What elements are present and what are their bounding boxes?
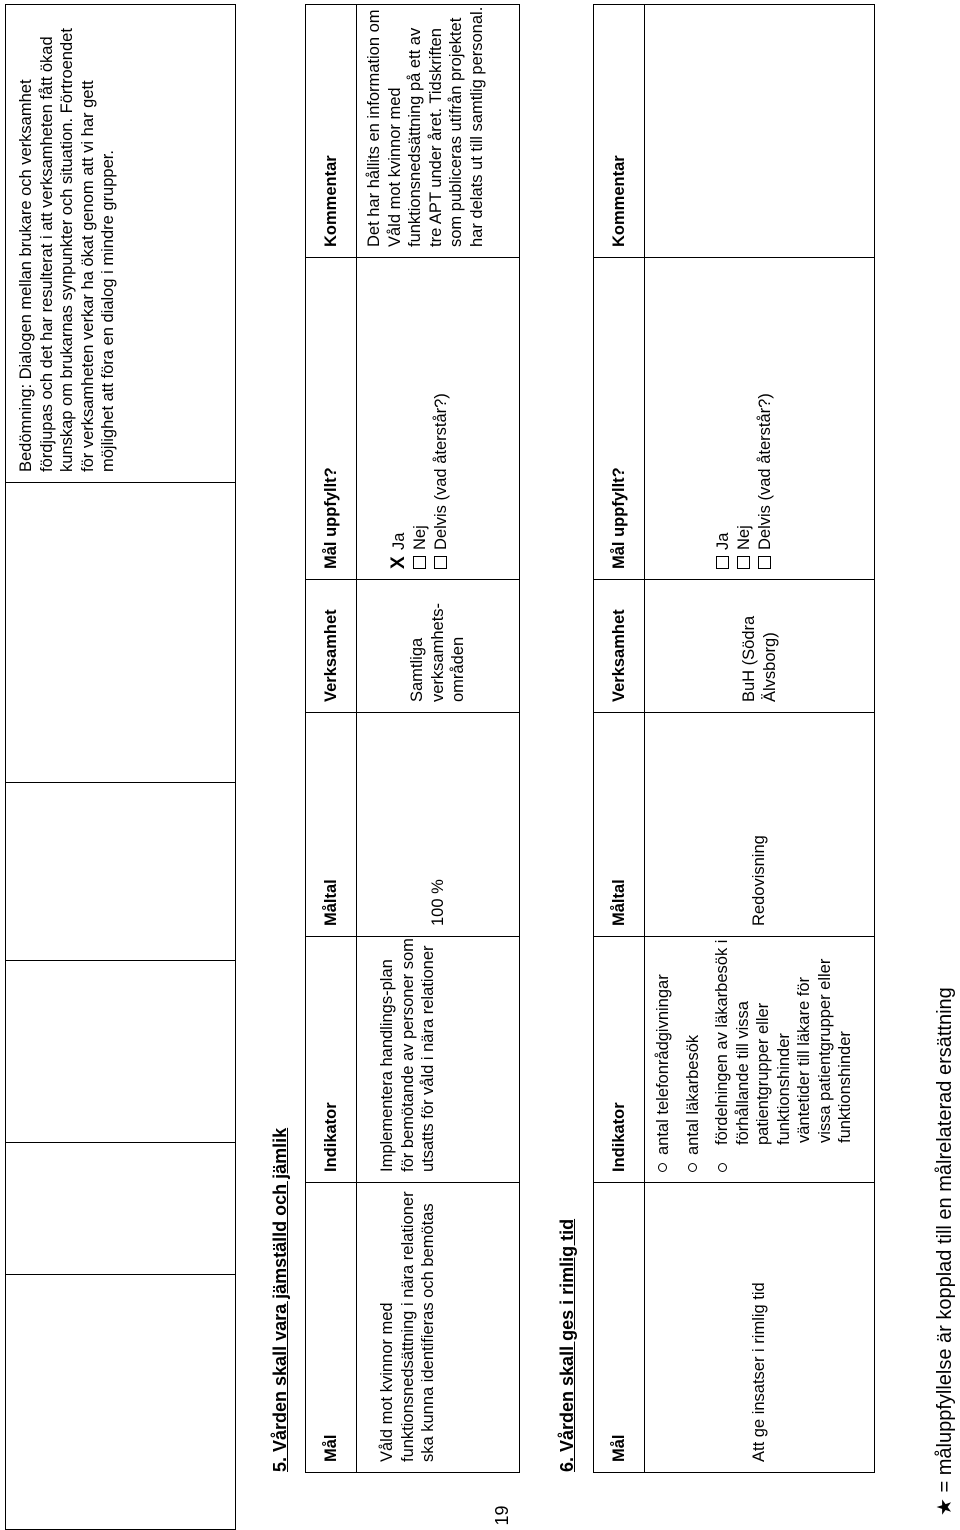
option-ja[interactable]: XJa (388, 532, 409, 569)
list-item: fördelningen av läkarbesök i förhållande till vissa patientgrupper eller funktionshinder (712, 937, 794, 1172)
header-uppfyllt: Mål uppfyllt? (306, 258, 357, 580)
header-kommentar: Kommentar (306, 5, 357, 258)
header-indikator: Indikator (594, 937, 645, 1183)
list-item: antal läkarbesök (683, 937, 704, 1172)
header-maltal: Måltal (594, 713, 645, 937)
top-table (5, 4, 236, 1530)
goal-text: Att ge insatser i rimlig tid (750, 1282, 769, 1462)
header-mal: Mål (594, 1183, 645, 1473)
organization-text: Samtliga verksamhets-områden (408, 602, 468, 702)
option-delvis[interactable]: Delvis (vad återstår?) (755, 258, 776, 569)
goal-text: Våld mot kvinnor med funktionsnedsättning i nära relationer ska kunna identifieras och bemötas (378, 1191, 437, 1462)
section6-table (593, 4, 875, 1473)
checkbox-icon[interactable] (413, 556, 426, 569)
header-uppfyllt: Mål uppfyllt? (594, 258, 645, 580)
list-item: antal telefonrådgivningar (653, 937, 674, 1172)
circle-bullet-icon (718, 1163, 727, 1172)
footnote (932, 987, 957, 1516)
circle-bullet-icon (658, 1163, 667, 1172)
target-value: 100 % (428, 879, 447, 926)
header-indikator: Indikator (306, 937, 357, 1183)
indicator-text: Implementera handlings-plan för bemötande av personer som utsatts för våld i nära relationer (378, 938, 437, 1172)
section5-table (305, 4, 520, 1473)
target-value: Redovisning (750, 835, 769, 926)
empty-cell (6, 961, 236, 1143)
option-nej[interactable]: Nej (410, 258, 431, 569)
section5-title: 5. Vården skall vara jämställd och jämlik (270, 1127, 290, 1472)
option-nej[interactable]: Nej (734, 258, 755, 569)
checkbox-icon[interactable] (716, 556, 729, 569)
star-icon: ★ (934, 1498, 956, 1516)
header-kommentar: Kommentar (594, 5, 645, 258)
x-mark-icon: X (388, 556, 409, 569)
section6-title: 6. Vården skall ges i rimlig tid (557, 1218, 577, 1472)
organization-text: BuH (Södra Älvsborg) (740, 615, 779, 702)
header-verksamhet: Verksamhet (594, 580, 645, 713)
empty-cell (6, 783, 236, 961)
header-maltal: Måltal (306, 713, 357, 937)
header-mal: Mål (306, 1183, 357, 1473)
circle-bullet-icon (688, 1163, 697, 1172)
page-number: 19 (492, 1505, 512, 1526)
empty-cell (6, 1143, 236, 1275)
checkbox-icon[interactable] (737, 556, 750, 569)
option-delvis[interactable]: Delvis (vad återstår?) (431, 258, 452, 569)
footnote-text: = måluppfyllelse är kopplad till en målrelaterad ersättning (934, 987, 956, 1493)
indicator-extra: väntetider till läkare för vissa patientgrupper eller funktionshinder (795, 958, 854, 1143)
comment-text: Det har hållits en information om Våld mot kvinnor med funktionsnedsättning på ett av tre APT under året. Tidskriften som publiceras utifrån projektet har delats ut till samtlig personal. (365, 6, 486, 247)
header-verksamhet: Verksamhet (306, 580, 357, 713)
empty-cell (6, 483, 236, 783)
checkbox-icon[interactable] (758, 556, 771, 569)
option-ja[interactable]: Ja (713, 258, 734, 569)
checkbox-icon[interactable] (434, 556, 447, 569)
assessment-text: Bedömning: Dialogen mellan brukare och verksamhet fördjupas och det har resulterat i att verksamheten fått ökad kunskap om brukarnas synpunkter och situation. Förtroendet för verksamheten verkar ha ökat genom att vi har gett möjlighet att föra en dialog i mindre grupper. (17, 28, 117, 472)
empty-cell (6, 1275, 236, 1530)
